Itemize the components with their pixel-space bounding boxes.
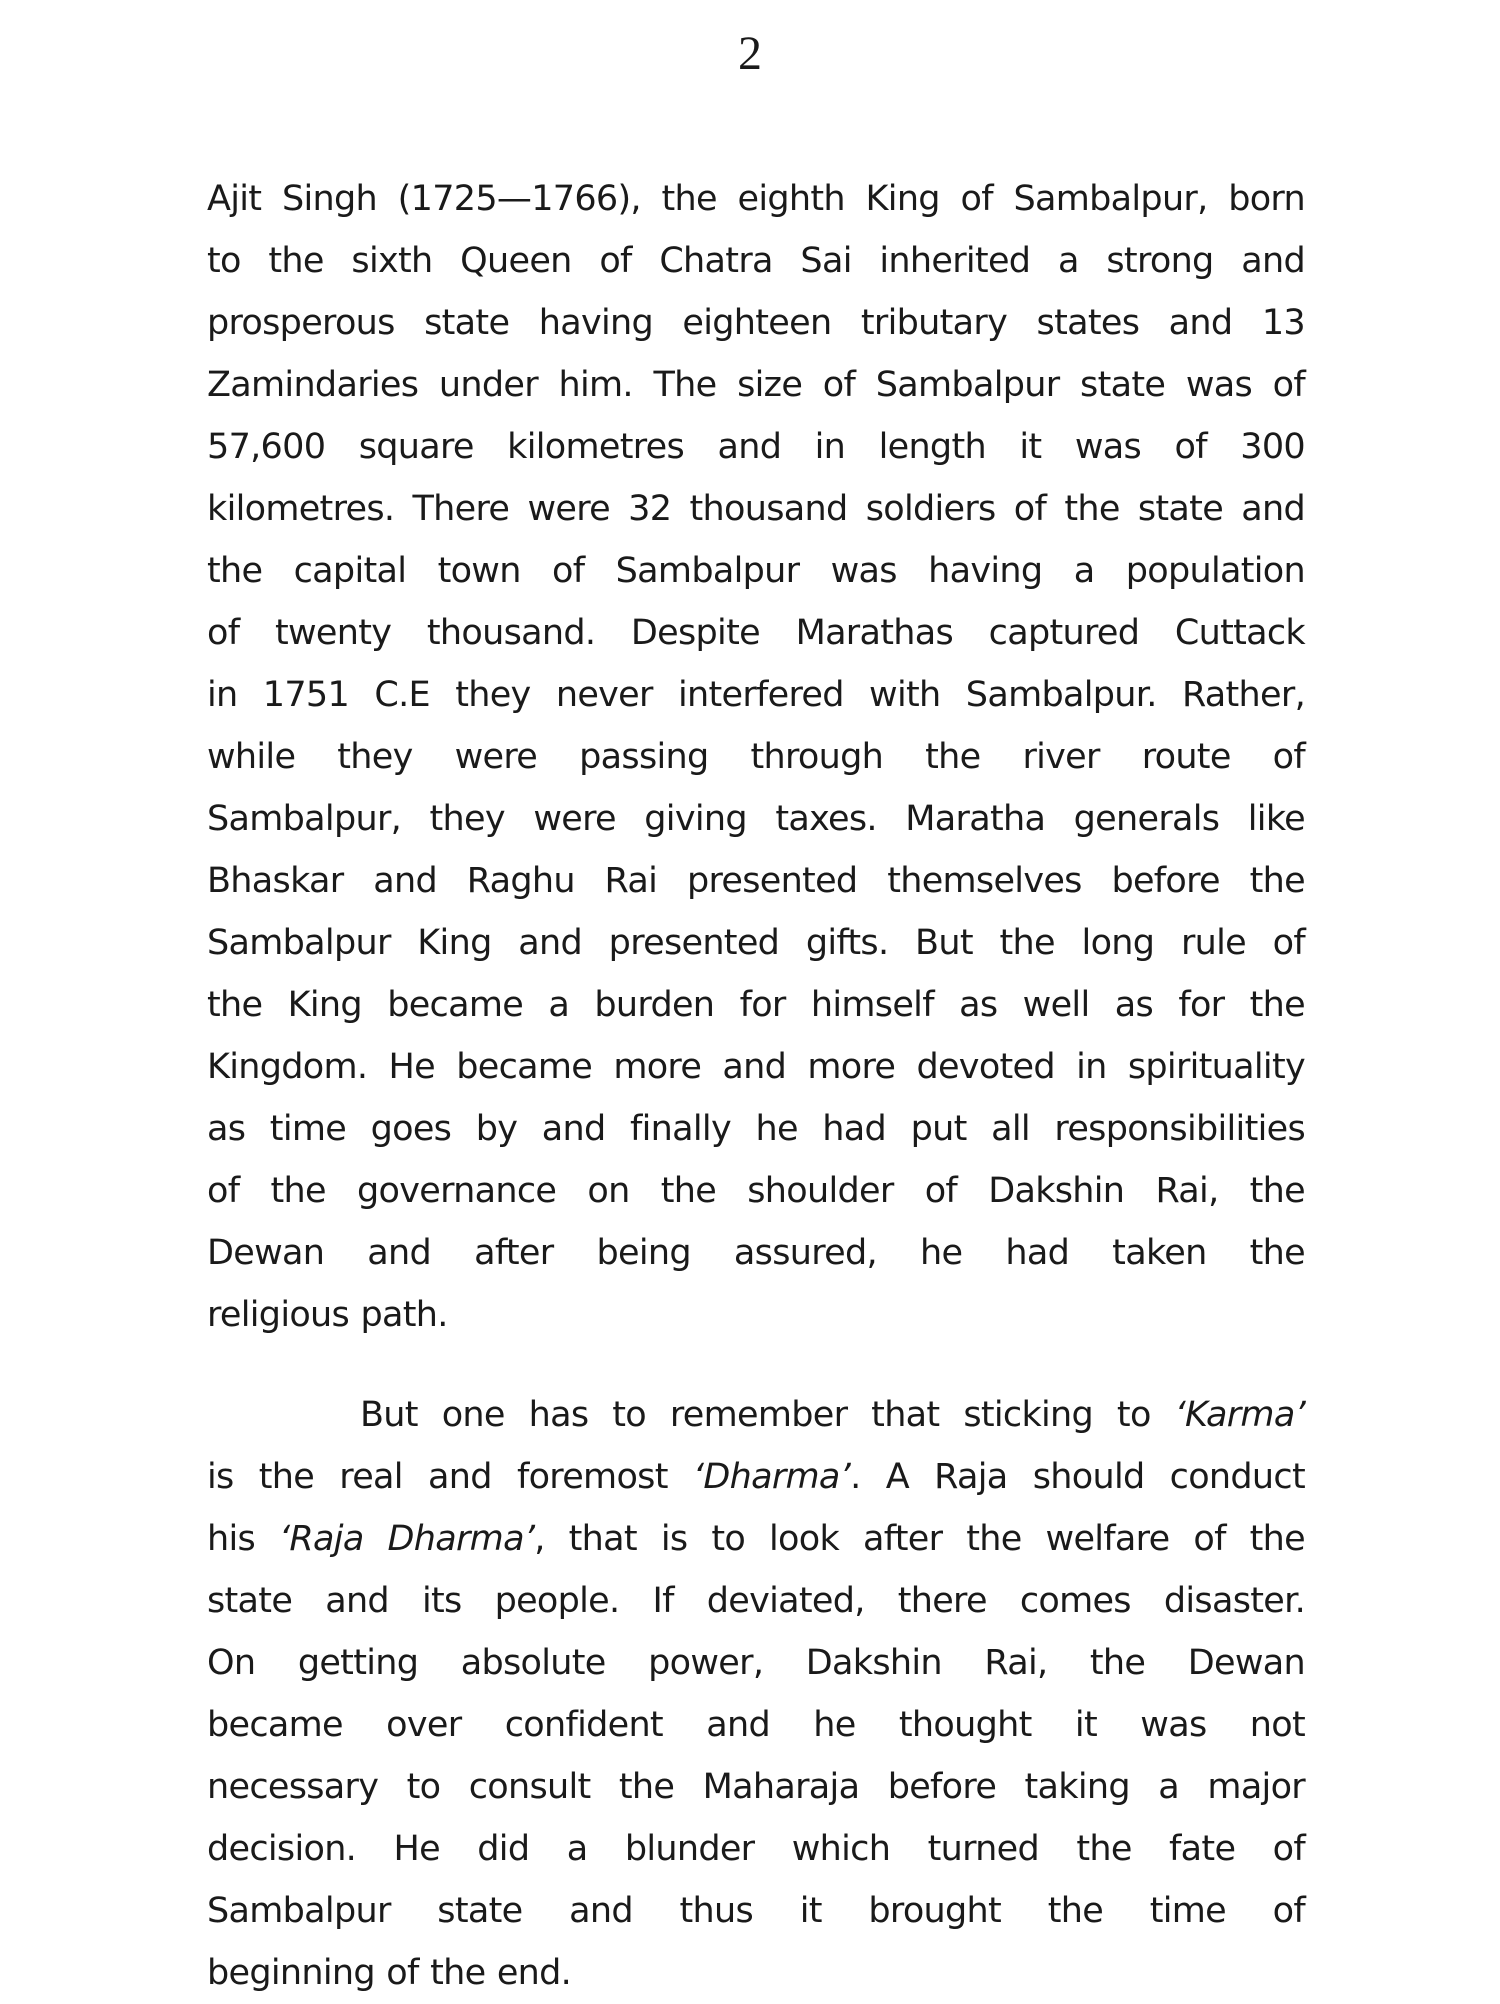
text-line: On getting absolute power, Dakshin Rai, the Dewan <box>207 1643 1305 1683</box>
text-line: in 1751 C.E they never interfered with Sambalpur. Rather, <box>207 675 1305 715</box>
emphasis-dharma: ‘Dharma’ <box>692 1457 851 1497</box>
text-line: 57,600 square kilometres and in length it was of 300 <box>207 427 1305 467</box>
text-line <box>207 1446 1305 1508</box>
paragraph-ajit-singh <box>207 168 1305 1346</box>
text-line: Ajit Singh (1725—1766), the eighth King of Sambalpur, born <box>207 179 1305 219</box>
text-line: to the sixth Queen of Chatra Sai inherited a strong and <box>207 241 1305 281</box>
text-line: Bhaskar and Raghu Rai presented themselves before the <box>207 861 1305 901</box>
text-line: state and its people. If deviated, there comes disaster. <box>207 1581 1305 1621</box>
text-line: religious path. <box>207 1295 448 1335</box>
text-segment: , that is to look after the welfare of the <box>534 1519 1305 1559</box>
text-line: became over confident and he thought it was not <box>207 1705 1305 1745</box>
text-line: Sambalpur state and thus it brought the time of <box>207 1891 1305 1931</box>
text-line: Dewan and after being assured, he had taken the <box>207 1233 1305 1273</box>
text-segment: his <box>207 1519 279 1559</box>
text-line: beginning of the end. <box>207 1953 572 1993</box>
emphasis-karma: ‘Karma’ <box>1174 1395 1305 1435</box>
text-line: the capital town of Sambalpur was having a population <box>207 551 1305 591</box>
text-line: kilometres. There were 32 thousand soldiers of the state and <box>207 489 1305 529</box>
text-line: Kingdom. He became more and more devoted in spirituality <box>207 1047 1305 1087</box>
text-line <box>207 1384 1305 1446</box>
text-segment: is the real and foremost <box>207 1457 693 1497</box>
text-line: of the governance on the shoulder of Dakshin Rai, the <box>207 1171 1305 1211</box>
text-line: decision. He did a blunder which turned the fate of <box>207 1829 1305 1869</box>
text-line: prosperous state having eighteen tributary states and 13 <box>207 303 1305 343</box>
text-segment: . A Raja should conduct <box>850 1457 1305 1497</box>
text-line <box>207 1508 1305 1570</box>
text-line: while they were passing through the river route of <box>207 737 1305 777</box>
text-line: Sambalpur, they were giving taxes. Maratha generals like <box>207 799 1305 839</box>
text-line: of twenty thousand. Despite Marathas captured Cuttack <box>207 613 1305 653</box>
text-line: the King became a burden for himself as well as for the <box>207 985 1305 1025</box>
emphasis-raja-dharma: ‘Raja Dharma’ <box>279 1519 535 1559</box>
page-number: 2 <box>738 27 762 80</box>
text-line: Zamindaries under him. The size of Sambalpur state was of <box>207 365 1305 405</box>
paragraph-karma-dharma <box>207 1384 1305 2004</box>
text-segment: But one has to remember that sticking to <box>360 1395 1175 1435</box>
text-line: as time goes by and finally he had put all responsibilities <box>207 1109 1305 1149</box>
text-line: necessary to consult the Maharaja before taking a major <box>207 1767 1305 1807</box>
text-line: Sambalpur King and presented gifts. But the long rule of <box>207 923 1305 963</box>
